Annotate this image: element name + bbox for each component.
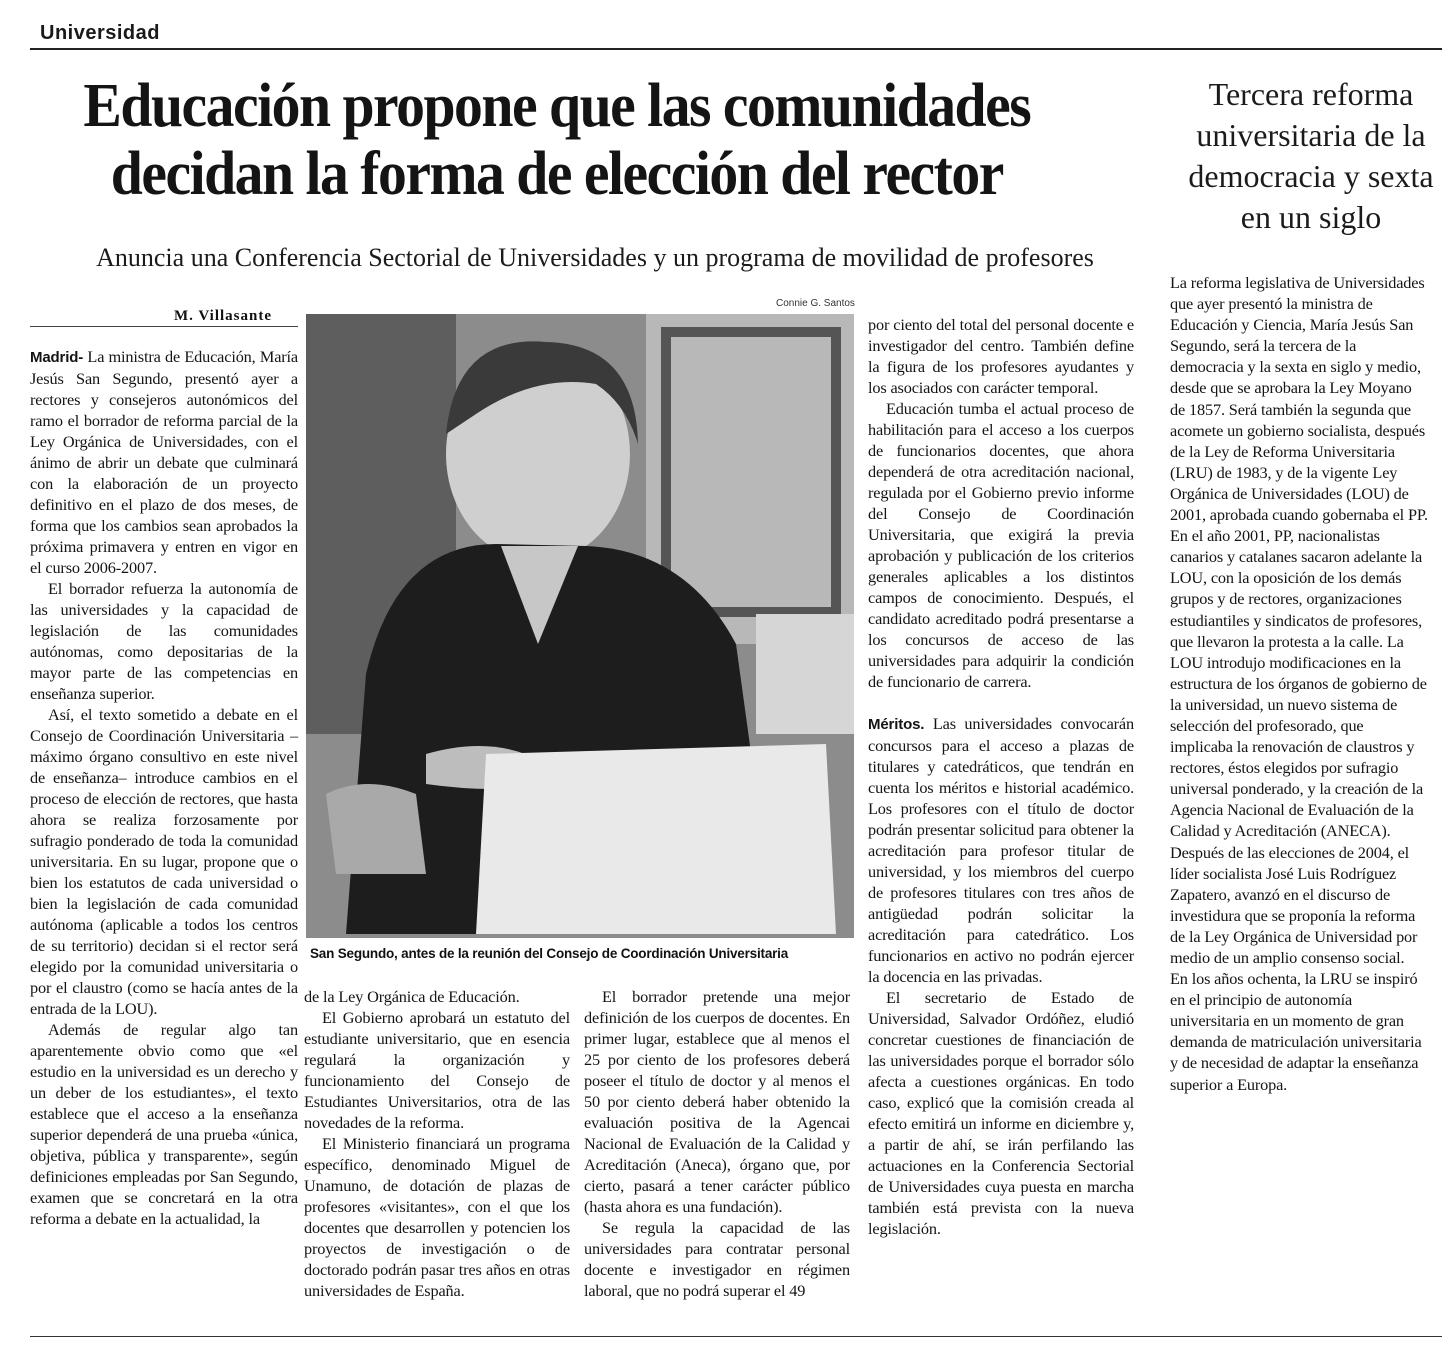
dateline: Madrid- — [30, 349, 84, 366]
paragraph: por ciento del total del personal docente e investigador del centro. También define la figura de los profesores ayudantes y los asociados con carácter temporal. — [868, 315, 1134, 397]
sidebar-title: Tercera reforma universitaria de la democracia y sexta en un siglo — [1188, 76, 1434, 235]
headline: Educación propone que las comunidades decidan la forma de elección del rector — [83, 72, 1031, 208]
article-column-2 — [304, 986, 570, 1301]
subhead-meritos: Méritos. — [868, 716, 925, 733]
article-column-1 — [30, 346, 298, 1229]
photo-caption: San Segundo, antes de la reunión del Consejo de Coordinación Universitaria — [310, 946, 789, 961]
paragraph: Así, el texto sometido a debate en el Consejo de Coordinación Universitaria –máximo órgano consultivo en este nivel de enseñanza– introduce cambios en el proceso de elección de rectores, que hasta ahora se realiza forzosamente por sufragio ponderado de toda la comunidad universitaria. En su lugar, propone que o bien los estatutos de cada universidad o bien la legislación de cada comunidad autónoma (aplicable a todos los centros de su territorio) decidan si el rector será elegido por la comunidad universitaria o por el claustro (como se hacía antes de la entrada de la LOU). — [30, 705, 298, 1018]
sidebar-paragraph: En los años ochenta, la LRU se inspiró en el principio de autonomía universitaria en un momento de gran demanda de matriculación universitaria y de necesidad de adaptar la enseñanza superior a Europa. — [1170, 969, 1422, 1094]
article-photo — [306, 314, 854, 938]
paragraph — [30, 346, 298, 578]
sidebar-paragraph: La reforma legislativa de Universidades que ayer presentó la ministra de Educación y Ciencia, María Jesús San Segundo, será la tercera de la democracia y la sexta en siglo y medio, desde que se aprobara la Ley Moyano de 1857. Será también la segunda que acomete un gobierno socialista, después de la Ley de Reforma Universitaria (LRU) de 1983, y de la vigente Ley Orgánica de Universidades (LOU) de 2001, aprobada cuando gobernaba el PP. En el año 2001, PP, nacionalistas canarios y catalanes sacaron adelante la LOU, con la oposición de los demás grupos y de rectores, organizaciones estudiantiles y sindicatos de profesores, que llevaron la protesta a la calle. La LOU introdujo modificaciones en la estructura de los órganos de gobierno de la universidad, un nuevo sistema de selección del profesorado, que implicaba la renovación de claustros y rectores, éstos elegidos por sufragio universal ponderado, y la creación de la Agencia Nacional de Evaluación de la Calidad y Acreditación (ANECA). Después de las elecciones de 2004, el líder socialista José Luis Rodríguez Zapatero, avanzó en el discurso de investidura que se proponía la reforma de la Ley Orgánica de Universidad por medio de un amplio consenso social. — [1170, 273, 1428, 967]
paragraph: Se regula la capacidad de las universidades para contratar personal docente e investigador en régimen laboral, que no podrá superar el 49 — [584, 1218, 850, 1300]
paragraph-text: Las universidades convocarán concursos para el acceso a plazas de titulares y catedráticos, que tendrán en cuenta los méritos e historial académico. Los profesores con el título de doctor podrán presentar solicitud para obtener la acreditación para profesor titular de universidad, y los miembros del cuerpo de profesores titulares con tres años de antigüedad podrán solicitar la acreditación para catedrático. Los funcionarios en activo no podrán ejercer la docencia en las privadas. — [868, 714, 1134, 986]
subheadline: Anuncia una Conferencia Sectorial de Universidades y un programa de movilidad de profesores — [96, 243, 1094, 272]
paragraph: Además de regular algo tan aparentemente obvio como que «el estudio en la universidad es un derecho y un deber de los estudiantes», el texto establece que el acceso a la enseñanza superior dependerá de una prueba «única, objetiva, pública y transparente», según definiciones empleadas por San Segundo, examen que se concretará en la otra reforma a debate en la actualidad, la — [30, 1020, 298, 1228]
byline-divider — [30, 326, 298, 327]
top-divider — [30, 48, 1442, 50]
paragraph: de la Ley Orgánica de Educación. — [304, 987, 520, 1006]
bottom-divider — [30, 1336, 1442, 1337]
paragraph: Educación tumba el actual proceso de habilitación para el acceso a los cuerpos de funcionarios docentes, que ahora dependerá de otra acreditación nacional, regulada por el Gobierno previo informe del Consejo de Coordinación Universitaria, que exigirá la previa aprobación y publicación de los criterios generales aplicables a los distintos campos de conocimiento. Después, el candidato acreditado podrá presentarse a los concursos de acceso de las universidades para adquirir la condición de funcionario de carrera. — [868, 399, 1134, 691]
section-label: Universidad — [40, 22, 160, 44]
paragraph: El secretario de Estado de Universidad, Salvador Ordóñez, eludió concretar cuestiones de financiación de las universidades porque el borrador sólo afecta a cuestiones orgánicas. En todo caso, explicó que la comisión creada al efecto emitirá un informe en diciembre y, a partir de ahí, se irán perfilando las actuaciones en la Conferencia Sectorial de Universidades cuya puesta en marcha también está prevista con la nueva legislación. — [868, 988, 1134, 1238]
paragraph: El Ministerio financiará un programa específico, denominado Miguel de Unamuno, de dotación de plazas de profesores «visitantes», con el que los docentes que desarrollen y potencien los proyectos de investigación o de doctorado podrán pasar tres años en otras universidades de España. — [304, 1134, 570, 1300]
paragraph: El borrador pretende una mejor definición de los cuerpos de docentes. En primer lugar, establece que al menos el 25 por ciento de los profesores deberá poseer el título de doctor y al menos el 50 por ciento deberá haber obtenido la evaluación positiva de la Agencai Nacional de Evaluación de la Calidad y Acreditación (Aneca), órgano que, por cierto, pasará a tener carácter público (hasta ahora es una fundación). — [584, 987, 850, 1216]
article-column-4 — [868, 314, 1134, 1239]
paragraph — [868, 713, 1134, 987]
byline: M. Villasante — [174, 308, 272, 324]
paragraph-text: La ministra de Educación, María Jesús San Segundo, presentó ayer a rectores y consejeros autonómicos del ramo el borrador de reforma parcial de la Ley Orgánica de Universidades, con el ánimo de abrir un debate que culminará con la elaboración de un proyecto definitivo en el plazo de dos meses, de forma que los cambios sean aprobados la próxima primavera y entren en vigor en el curso 2006-2007. — [30, 347, 298, 577]
photo-credit: Connie G. Santos — [776, 298, 855, 309]
article-column-3 — [584, 986, 850, 1301]
paragraph: El borrador refuerza la autonomía de las universidades y la capacidad de legislación de las comunidades autónomas, como depositarias de la mayor parte de las competencias en enseñanza superior. — [30, 579, 298, 703]
sidebar-column — [1170, 272, 1428, 1095]
paragraph: El Gobierno aprobará un estatuto del estudiante universitario, que en esencia regulará la organización y funcionamiento del Consejo de Estudiantes Universitarios, otra de las novedades de la reforma. — [304, 1008, 570, 1132]
